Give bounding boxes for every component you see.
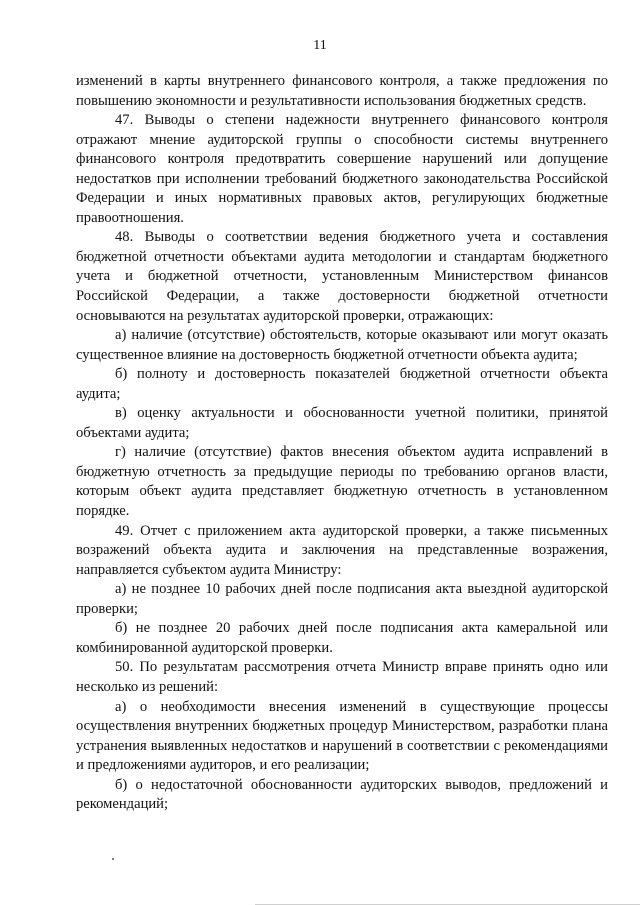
scan-speck bbox=[112, 858, 114, 860]
paragraph-48-g: г) наличие (отсутствие) фактов внесения объектом аудита исправлений в бюджетную отчетность за предыдущие периоды по требованию органов власти, которым объект аудита представляет бюджетную отчетность в установленном порядке. bbox=[76, 444, 608, 520]
paragraph-49: 49. Отчет с приложением акта аудиторской проверки, а также письменных возражений объекта аудита и заключения на представленные возражения, направляется субъектом аудита Министру: bbox=[76, 522, 608, 578]
paragraph-48-v: в) оценку актуальности и обоснованности учетной политики, принятой объектами аудита; bbox=[76, 405, 608, 441]
paragraph-48-b: б) полноту и достоверность показателей бюджетной отчетности объекта аудита; bbox=[76, 366, 608, 402]
paragraph-49-a: а) не позднее 10 рабочих дней после подписания акта выездной аудиторской проверки; bbox=[76, 581, 608, 617]
paragraph-48: 48. Выводы о соответствии ведения бюджетного учета и составления бюджетной отчетности объектами аудита методологии и стандартам бюджетного учета и бюджетной отчетности, установленным Министерством финансов Российской Федерации, а также достоверности бюджетной отчетности основываются на результатах аудиторской проверки, отражающих: bbox=[76, 229, 608, 324]
paragraph-47: 47. Выводы о степени надежности внутреннего финансового контроля отражают мнение аудиторской группы о способности системы внутреннего финансового контроля предотвратить совершение нарушений или допущение недостатков при исполнении требований бюджетного законодательства Российской Федерации и иных нормативных правовых актов, регулирующих бюджетные правоотношения. bbox=[76, 112, 608, 226]
paragraph-50-a: а) о необходимости внесения изменений в существующие процессы осуществления внутренних бюджетных процедур Министерством, разработки плана устранения выявленных недостатков и нарушений в соответствии с рекомендациями и предложениями аудиторов, и его реализации; bbox=[76, 698, 608, 774]
paragraph-continuation: изменений в карты внутреннего финансового контроля, а также предложения по повышению экономности и результативности использования бюджетных средств. bbox=[76, 73, 608, 109]
paragraph-50-b: б) о недостаточной обоснованности аудиторских выводов, предложений и рекомендаций; bbox=[76, 776, 608, 813]
paragraph-48-a: а) наличие (отсутствие) обстоятельств, которые оказывают или могут оказать существенное влияние на достоверность бюджетной отчетности объекта аудита; bbox=[76, 327, 608, 363]
paragraph-49-b: б) не позднее 20 рабочих дней после подписания акта камеральной или комбинированной аудиторской проверки. bbox=[76, 620, 608, 656]
document-body bbox=[76, 72, 608, 815]
page-number: 11 bbox=[313, 38, 327, 53]
paragraph-50: 50. По результатам рассмотрения отчета Министр вправе принять одно или несколько из решений: bbox=[76, 659, 608, 695]
